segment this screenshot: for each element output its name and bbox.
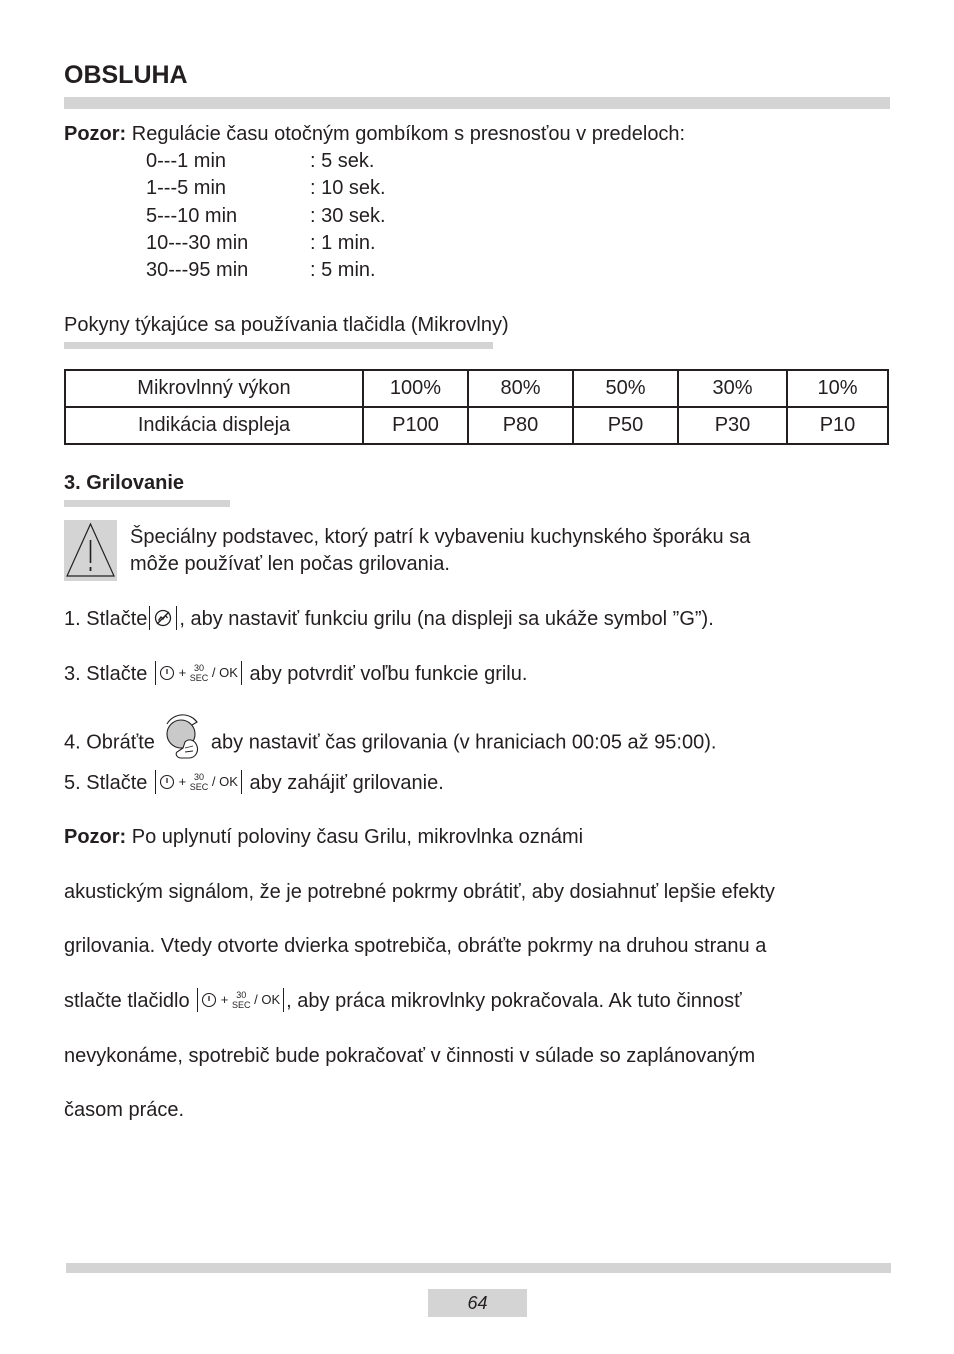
header-divider xyxy=(64,97,890,109)
step-3: : 1 min. xyxy=(310,232,376,254)
page-title: OBSLUHA xyxy=(64,61,188,89)
warning-box xyxy=(64,520,117,581)
note-line-1 xyxy=(64,825,583,849)
btn-30-label: 30 xyxy=(194,663,205,674)
note-label: Pozor: xyxy=(64,826,127,848)
table-cell: 100% xyxy=(363,370,468,407)
note-line-2: akustickým signálom, že je potrebné pokrmy obrátiť, aby dosiahnuť lepšie efekty xyxy=(64,881,775,903)
intro-label: Pozor: xyxy=(64,123,127,145)
btn-30-label: 30 xyxy=(236,990,247,1001)
table-row xyxy=(65,407,888,444)
btn-sec-label: SEC xyxy=(189,782,209,793)
warning-text-line-1: Špeciálny podstavec, ktorý patrí k vybaveniu kuchynského šporáku sa xyxy=(130,526,751,548)
step-5-prefix: 5. Stlačte xyxy=(64,772,148,794)
range-3: 10---30 min xyxy=(146,232,249,254)
step-0: : 5 sek. xyxy=(310,150,375,172)
range-2: 5---10 min xyxy=(146,205,238,227)
note-line-6: časom práce. xyxy=(64,1099,185,1121)
range-0: 0---1 min xyxy=(146,150,227,172)
step-4: : 5 min. xyxy=(310,259,376,281)
btn-sec-label: SEC xyxy=(189,673,209,684)
btn-sec-label: SEC xyxy=(232,1000,251,1011)
step-3-prefix: 3. Stlačte xyxy=(64,663,148,685)
step-4-line xyxy=(64,716,716,770)
range-1: 1---5 min xyxy=(146,177,227,199)
grill-heading-underline xyxy=(64,500,230,507)
range-4: 30---95 min xyxy=(146,259,249,281)
step-1-text: , aby nastaviť funkciu grilu (na displeji sa ukáže symbol ”G”). xyxy=(179,608,714,630)
step-4-text: aby nastaviť čas grilovania (v hraniciach 00:05 až 95:00). xyxy=(210,731,717,754)
rotary-knob-icon xyxy=(159,712,207,760)
table-cell: P30 xyxy=(678,407,787,444)
step-1-prefix: 1. Stlačte xyxy=(64,608,148,630)
note-text-4a: stlačte tlačidlo xyxy=(64,990,190,1012)
step-4-prefix: 4. Obráťte xyxy=(64,731,155,754)
note-text-1: Po uplynutí poloviny času Grilu, mikrovlnka oznámi xyxy=(126,826,584,848)
warning-triangle-icon xyxy=(64,520,117,581)
step-5-line xyxy=(64,771,444,796)
table-row xyxy=(65,370,888,407)
table-cell: P100 xyxy=(363,407,468,444)
step-5-text: aby zahájiť grilovanie. xyxy=(249,772,444,794)
table-cell: 80% xyxy=(468,370,573,407)
table-cell: 50% xyxy=(573,370,678,407)
btn-ok-label: / OK xyxy=(211,773,238,789)
grill-button xyxy=(149,606,177,630)
rotary-knob xyxy=(159,712,207,766)
note-text-4b: , aby práca mikrovlnky pokračovala. Ak tuto činnosť xyxy=(286,990,742,1012)
page-number: 64 xyxy=(428,1289,527,1317)
start-30sec-ok-button: + 30 SEC / OK xyxy=(155,770,242,794)
microwave-power-table xyxy=(64,369,889,445)
btn-ok-label: / OK xyxy=(211,664,238,680)
step-3-line xyxy=(64,662,527,687)
table-cell: P50 xyxy=(573,407,678,444)
step-3-text: aby potvrdiť voľbu funkcie grilu. xyxy=(249,663,528,685)
power-icon xyxy=(201,992,217,1008)
note-line-4 xyxy=(64,989,742,1014)
grill-icon xyxy=(153,608,173,628)
footer-divider xyxy=(66,1263,891,1273)
table-cell: P80 xyxy=(468,407,573,444)
table-cell: 30% xyxy=(678,370,787,407)
table-cell: P10 xyxy=(787,407,888,444)
warning-text-line-2: môže používať len počas grilovania. xyxy=(130,553,450,575)
start-30sec-ok-button: + 30 SEC / OK xyxy=(197,988,284,1012)
table-cell: 10% xyxy=(787,370,888,407)
start-30sec-ok-button: + 30 SEC / OK xyxy=(155,661,242,685)
intro-line xyxy=(64,122,685,146)
grill-heading: 3. Grilovanie xyxy=(64,472,185,494)
btn-ok-label: / OK xyxy=(254,991,281,1007)
step-1-line xyxy=(64,607,714,632)
step-2: : 30 sek. xyxy=(310,205,386,227)
microwave-heading-underline xyxy=(64,342,493,349)
table-row-label: Mikrovlnný výkon xyxy=(65,370,363,407)
note-line-5: nevykonáme, spotrebič bude pokračovať v činnosti v súlade so zaplánovaným xyxy=(64,1045,756,1067)
btn-30-label: 30 xyxy=(194,772,205,783)
step-1: : 10 sek. xyxy=(310,177,386,199)
power-icon xyxy=(159,665,175,681)
table-row-label: Indikácia displeja xyxy=(65,407,363,444)
power-icon xyxy=(159,774,175,790)
note-line-3: grilovania. Vtedy otvorte dvierka spotrebiča, obráťte pokrmy na druhou stranu a xyxy=(64,935,767,957)
intro-text: Regulácie času otočným gombíkom s presnosťou v predeloch: xyxy=(126,123,686,145)
microwave-heading: Pokyny týkajúce sa používania tlačidla (Mikrovlny) xyxy=(64,314,509,336)
